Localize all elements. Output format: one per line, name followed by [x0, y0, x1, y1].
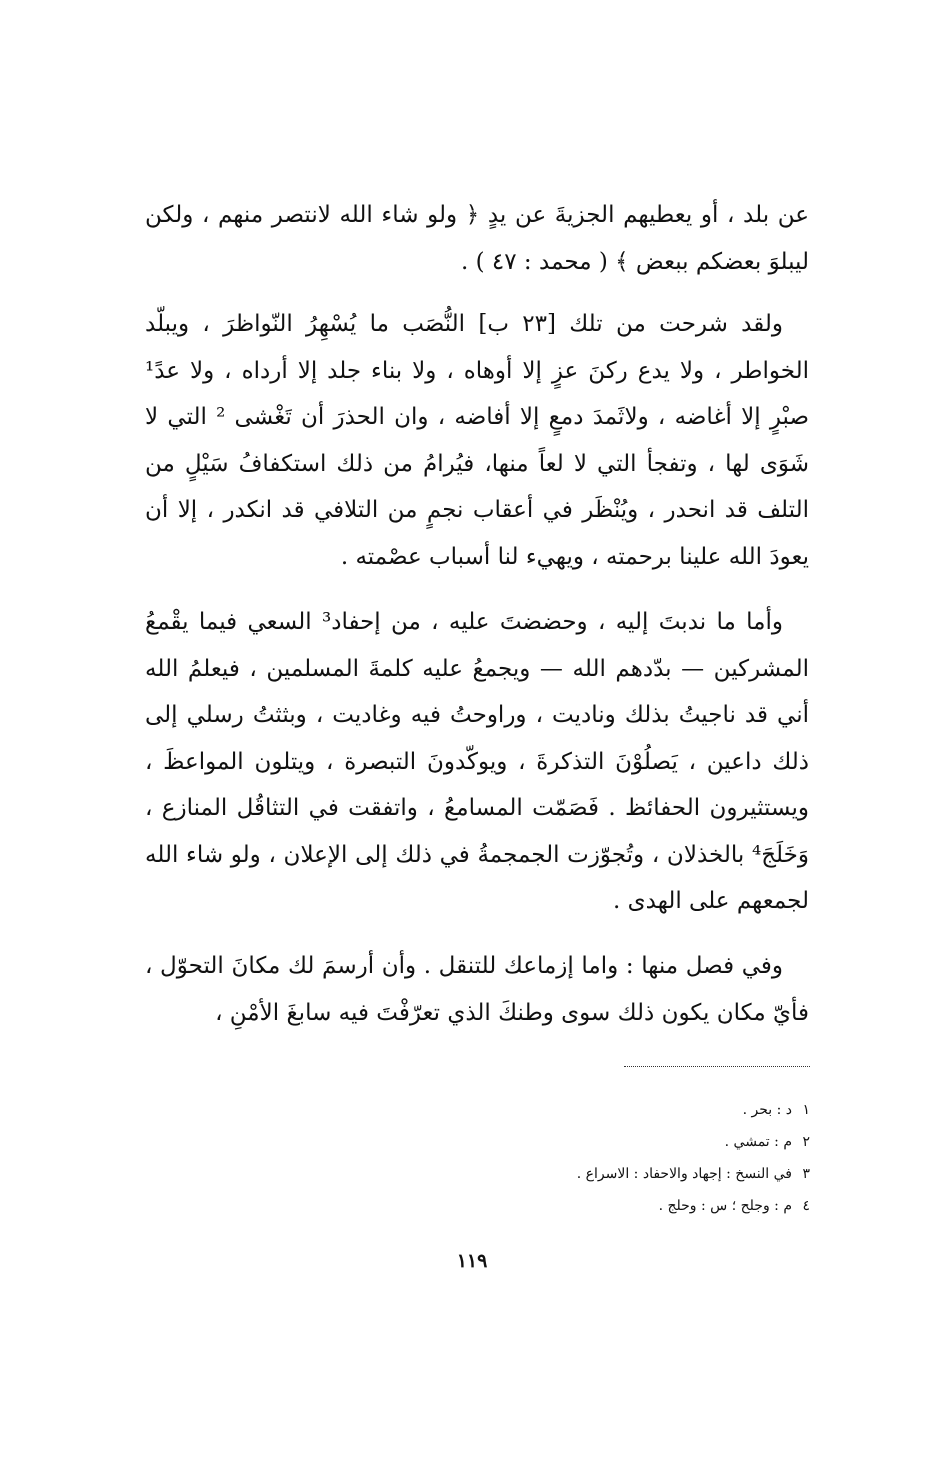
- paragraph-call-to-action: وأما ما ندبتَ إليه ، وحضضتَ عليه ، من إحفاد³ السعي فيما يقْمعُ المشركين — بدّدهم الله — ويجمعُ عليه كلمةَ المسلمين ، فيعلمُ الله أني قد ناجيتُ بذلك وناديت ، وراوحتُ فيه وغاديت ، وبثثتُ رسلي إلى ذلك داعين ، يَصلُوْنَ التذكرةَ ، ويوكّدونَ التبصرة ، ويتلون المواعظَ ، ويستثيرون الحفائظ . فَصَمّت المسامعُ ، واتفقت في التثاقُل المنازع ، وَخَلَجَ⁴ بالخذلان ، وتُجوّزت الجمجمةُ في ذلك إلى الإعلان ، ولو شاء الله لجمعهم على الهدى .: [145, 609, 809, 914]
- footnote-text: د : بحر .: [742, 1102, 792, 1118]
- footnote-number: ١: [802, 1102, 810, 1118]
- footnote-text: م : تمشي .: [724, 1134, 792, 1150]
- footnote-text: م : وجلح ؛ س : وحلج .: [658, 1198, 792, 1214]
- footnote-number: ٣: [802, 1166, 810, 1182]
- paragraph-relocation: وفي فصل منها : واما إزماعك للتنقل . وأن أرسمَ لك مكانَ التحوّل ، فأيّ مكان يكون ذلك سوى وطنكَ الذي تعرّفْتَ فيه سابغَ الأمْنِ ،: [145, 953, 809, 1026]
- footnote-item: [420, 1126, 810, 1158]
- footnote-divider: [624, 1066, 810, 1067]
- footnote-item: [420, 1158, 810, 1190]
- footnote-number: ٢: [802, 1134, 810, 1150]
- footnote-item: [420, 1094, 810, 1126]
- page-number: ١١٩: [456, 1250, 488, 1272]
- paragraph-continuation: عن بلد ، أو يعطيهم الجزيةَ عن يدٍ ﴿ ولو شاء الله لانتصر منهم ، ولكن ليبلوَ بعضكم ببعض ﴾ ( محمد : ٤٧ ) .: [145, 202, 809, 275]
- footnote-text: في النسخ : إجهاد والاحفاد : الاسراع .: [576, 1166, 792, 1182]
- paragraph-hardships: ولقد شرحت من تلك [٢٣ ب] النُّصَب ما يُسْهِرُ النّواظرَ ، ويبلّد الخواطر ، ولا يدع ركنَ عزٍ إلا أوهاه ، ولا بناء جلد إلا أرداه ، ولا عدً¹ صبْرٍ إلا أغاضه ، ولاثَمدَ دمعٍ إلا أفاضه ، وان الحذرَ أن تَغْشى ² التي لا شَوَى لها ، وتفجأ التي لا لعاً منها، فيُرامُ من ذلك استكفافُ سَيْلٍ من التلف قد انحدر ، ويُنْظَر في أعقاب نجمٍ من التلافي قد انكدر ، إلا أن يعودَ الله علينا برحمته ، ويهيء لنا أسباب عصْمته .: [145, 311, 809, 570]
- footnote-item: [420, 1190, 810, 1222]
- footnote-number: ٤: [802, 1198, 810, 1214]
- footnotes-list: [420, 1094, 810, 1222]
